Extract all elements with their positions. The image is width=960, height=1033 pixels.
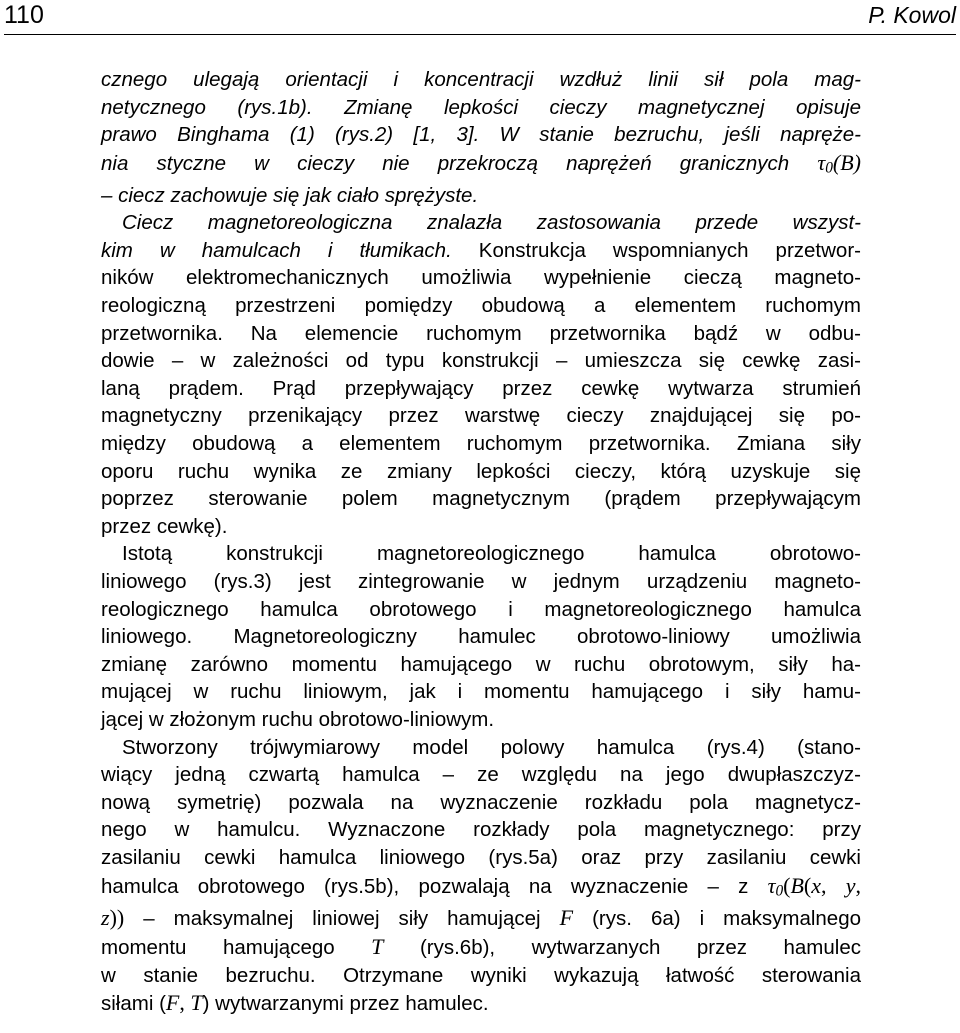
text-line: ników elektromechanicznych umożliwia wypełnienie cieczą magneto- <box>101 266 861 290</box>
text-line: nia styczne w cieczy nie przekroczą naprężeń granicznych τ0(B) <box>101 149 861 177</box>
text-line: hamulca obrotowego (rys.5b), pozwalają na wyznaczenie – z τ0(B(x, y, <box>101 872 862 899</box>
text-line: prawo Binghama (1) (rys.2) [1, 3]. W stanie bezruchu, jeśli napręże- <box>101 123 861 147</box>
text-line: liniowego (rys.3) jest zintegrowanie w jednym urządzeniu magneto- <box>101 569 861 593</box>
text-line: Stworzony trójwymiarowy model polowy hamulca (rys.4) (stano- <box>122 735 861 759</box>
text-line: momentu hamującego T (rys.6b), wytwarzanych przez hamulec <box>101 934 861 959</box>
page-number: 110 <box>4 1 44 29</box>
text-line: wiący jedną czwartą hamulca – ze względu na jego dwupłaszczyz- <box>101 763 861 787</box>
text-line: jącej w złożonym ruchu obrotowo-liniowym. <box>101 707 495 731</box>
text-line: przez cewkę). <box>101 514 228 538</box>
text-line: liniowego. Magnetoreologiczny hamulec obrotowo-liniowy umożliwia <box>101 625 861 649</box>
text-line: reologiczną przestrzeni pomiędzy obudową a elementem ruchomym <box>101 294 861 318</box>
page-header <box>4 0 956 35</box>
text-line: siłami (F, T) wytwarzanymi przez hamulec. <box>101 990 489 1016</box>
text-line: zmianę zarówno momentu hamującego w ruchu obrotowym, siły ha- <box>101 652 861 676</box>
text-line: kim w hamulcach i tłumikach. Konstrukcja wspomnianych przetwor- <box>101 238 861 262</box>
text-line: z)) – maksymalnej liniowej siły hamującej F (rys. 6a) i maksymalnego <box>101 905 862 931</box>
text-line: netycznego (rys.1b). Zmianę lepkości cieczy magnetycznej opisuje <box>101 95 861 119</box>
text-line: Ciecz magnetoreologiczna znalazła zastosowania przede wszyst- <box>122 211 861 235</box>
body-text <box>101 66 861 1018</box>
text-line: dowie – w zależności od typu konstrukcji – umieszcza się cewkę zasi- <box>101 349 861 373</box>
text-line: w stanie bezruchu. Otrzymane wyniki wykazują łatwość sterowania <box>101 963 861 987</box>
running-author: P. Kowol <box>868 2 956 28</box>
text-line: mującej w ruchu liniowym, jak i momentu hamującego i siły hamu- <box>101 680 861 704</box>
text-line: cznego ulegają orientacji i koncentracji wzdłuż linii sił pola mag- <box>101 68 861 91</box>
text-line: między obudową a elementem ruchomym przetwornika. Zmiana siły <box>101 432 861 456</box>
force-symbol: F <box>559 905 574 931</box>
text-line: magnetyczny przenikający przez warstwę cieczy znajdującej się po- <box>101 404 861 428</box>
text-line: oporu ruchu wynika ze zmiany lepkości cieczy, którą uzyskuje się <box>101 459 861 483</box>
text-line: – ciecz zachowuje się jak ciało sprężyste. <box>101 183 479 207</box>
text-line: laną prądem. Prąd przepływający przez cewkę wytwarza strumień <box>101 376 861 400</box>
torque-symbol: T <box>371 934 384 959</box>
text-line: nego w hamulcu. Wyznaczone rozkłady pola magnetycznego: przy <box>101 818 861 842</box>
text-line: reologicznego hamulca obrotowego i magnetoreologicznego hamulca <box>101 597 861 621</box>
tau-symbol: τ0 <box>817 149 833 177</box>
tau-symbol: τ0 <box>767 872 784 899</box>
text-line: nową symetrię) pozwala na wyznaczenie rozkładu pola magnetycz- <box>101 790 861 814</box>
text-line: poprzez sterowanie polem magnetycznym (prądem przepływającym <box>101 487 861 511</box>
text-line: Istotą konstrukcji magnetoreologicznego hamulca obrotowo- <box>122 542 861 566</box>
text-line: przetwornika. Na elemencie ruchomym przetwornika bądź w odbu- <box>101 321 861 345</box>
text-line: zasilaniu cewki hamulca liniowego (rys.5a) oraz przy zasilaniu cewki <box>101 845 861 869</box>
